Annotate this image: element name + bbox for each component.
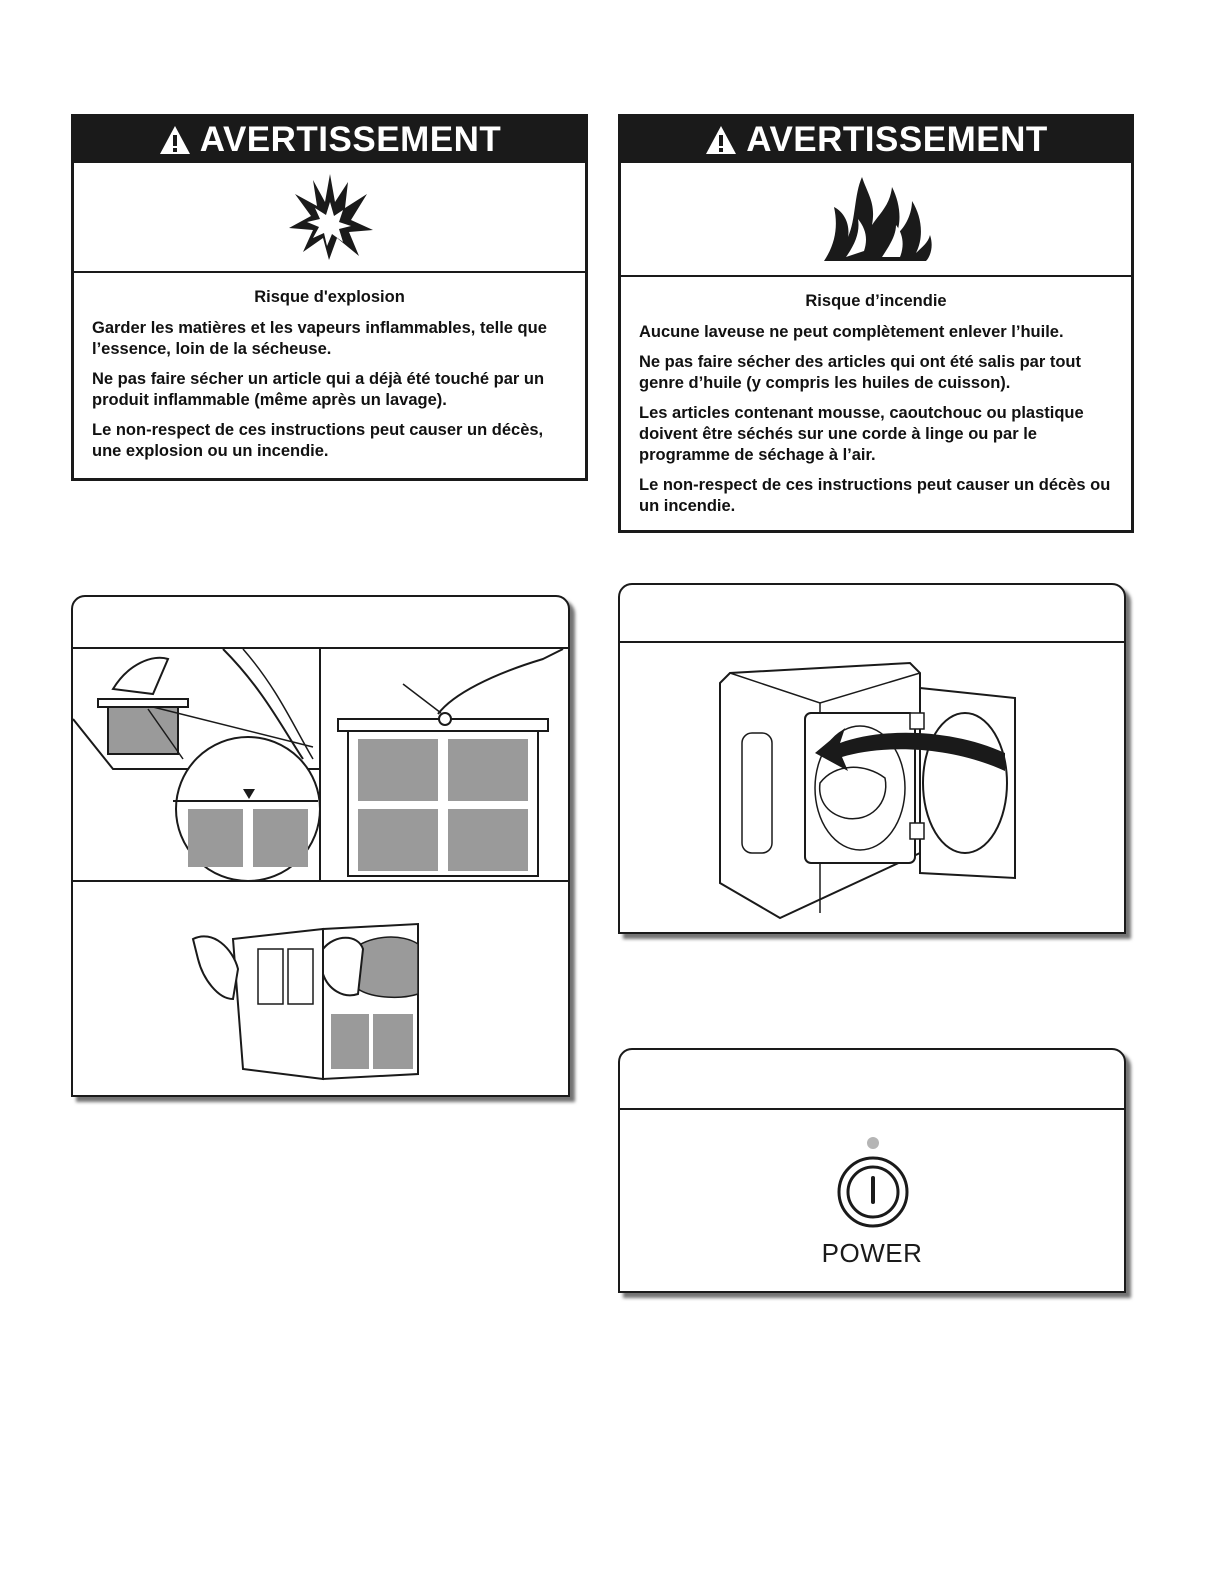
lint-screen-figure <box>71 595 570 1097</box>
power-figure <box>618 1048 1126 1293</box>
warning-triangle-icon <box>158 124 192 156</box>
warning-pictogram <box>621 163 1131 277</box>
figure-header <box>620 585 1124 643</box>
warning-text <box>621 277 1131 536</box>
warning-header <box>621 117 1131 163</box>
explosion-icon <box>285 172 375 262</box>
warning-paragraph: Garder les matières et les vapeurs inflammables, telle que l’essence, loin de la sécheuse. <box>92 319 547 358</box>
warning-paragraph: Aucune laveuse ne peut complètement enlever l’huile. <box>639 323 1064 341</box>
warning-triangle-icon <box>704 124 738 156</box>
dryer-door-illustration <box>620 643 1124 933</box>
warning-paragraph: Les articles contenant mousse, caoutchouc ou plastique doivent être séchés sur une corde à linge ou par le programme de séchage à l’air. <box>639 404 1084 464</box>
dryer-door-figure <box>618 583 1126 934</box>
warning-text <box>74 273 585 481</box>
warning-box-explosion <box>71 114 588 481</box>
power-icon <box>835 1154 911 1230</box>
risk-title: Risque d’incendie <box>805 292 947 310</box>
figure-header <box>73 597 568 649</box>
warning-title: AVERTISSEMENT <box>199 120 502 159</box>
warning-box-fire <box>618 114 1134 533</box>
power-indicator-light-icon <box>866 1136 880 1150</box>
warning-header <box>74 117 585 163</box>
warning-paragraph: Le non-respect de ces instructions peut causer un décès, une explosion ou un incendie. <box>92 421 544 460</box>
power-label: POWER <box>821 1238 923 1268</box>
lint-screen-illustration <box>73 649 568 1097</box>
warning-paragraph: Le non-respect de ces instructions peut causer un décès ou un incendie. <box>639 476 1111 515</box>
warning-title: AVERTISSEMENT <box>746 120 1048 159</box>
risk-title: Risque d'explosion <box>254 288 405 306</box>
warning-paragraph: Ne pas faire sécher des articles qui ont été salis par tout genre d’huile (y compris les huiles de cuisson). <box>639 353 1081 392</box>
figure-header <box>620 1050 1124 1110</box>
fire-icon <box>816 173 936 265</box>
warning-pictogram <box>74 163 585 273</box>
warning-paragraph: Ne pas faire sécher un article qui a déjà été touché par un produit inflammable (même après un lavage). <box>92 370 545 409</box>
